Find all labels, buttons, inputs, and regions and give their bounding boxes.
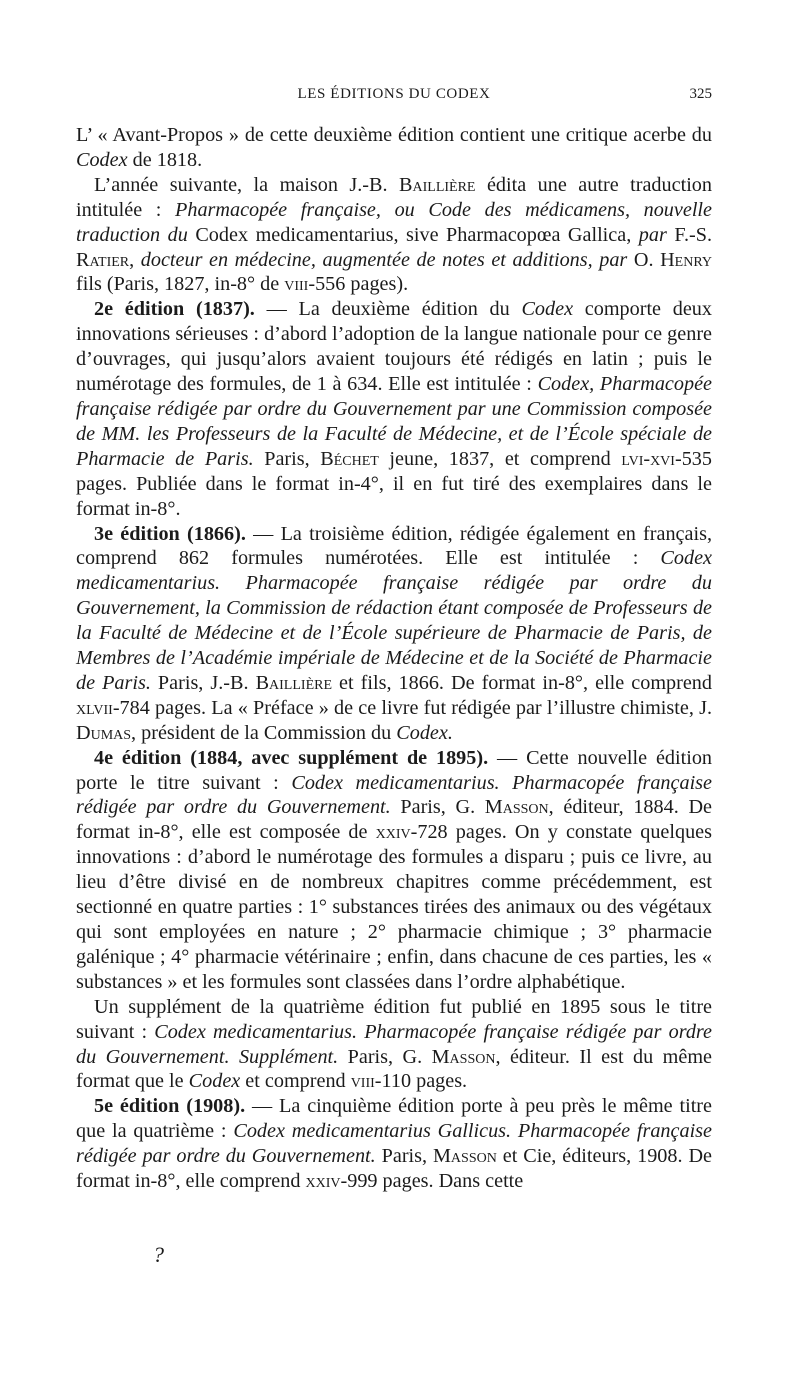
text-run: Paris, J.-B. bbox=[150, 671, 256, 694]
page-number: 325 bbox=[689, 86, 712, 102]
running-title: LES ÉDITIONS DU CODEX bbox=[297, 86, 491, 102]
text-run: et comprend bbox=[240, 1070, 351, 1093]
text-run: viii bbox=[284, 273, 309, 296]
paragraph bbox=[76, 123, 712, 173]
text-run: Ratier bbox=[76, 248, 130, 271]
text-run: Codex medicamentarius, sive Pharmacopœa Gallica, bbox=[187, 223, 639, 246]
text-run: -999 pages. Dans cette bbox=[340, 1170, 524, 1193]
text-run: Henry bbox=[660, 248, 712, 271]
text-run: Paris, bbox=[375, 1145, 433, 1168]
text-run: Codex bbox=[521, 298, 574, 321]
text-run: L’ « Avant-Propos » de cette deuxième édition contient une critique acerbe du bbox=[76, 124, 712, 146]
paragraph bbox=[76, 746, 712, 995]
paragraph bbox=[76, 1094, 712, 1194]
text-run: docteur en médecine, augmentée de notes et additions, par bbox=[140, 248, 628, 271]
text-run: viii bbox=[350, 1070, 375, 1093]
text-run: Baillière bbox=[399, 173, 476, 196]
text-run: 2e édition (1837). bbox=[94, 298, 255, 321]
text-run: F.-S. bbox=[666, 223, 712, 246]
text-run: L’année suivante, la maison J.-B. bbox=[94, 173, 400, 196]
text-run: — La deuxième édition du bbox=[254, 298, 522, 321]
text-run: 3e édition (1866). bbox=[94, 522, 246, 545]
text-run: -556 pages). bbox=[308, 273, 409, 296]
text-run: Dumas bbox=[76, 721, 132, 744]
text-run: Paris, bbox=[253, 447, 321, 470]
text-run: O. bbox=[627, 248, 661, 271]
text-run: Codex medicamentarius. Pharmacopée française rédigée par ordre du Gouvernement. bbox=[76, 771, 712, 819]
text-run: 4e édition (1884, avec supplément de 1895). bbox=[94, 746, 489, 769]
text-run: 5e édition (1908). bbox=[94, 1095, 246, 1118]
text-run: Paris, G. bbox=[390, 796, 485, 819]
paragraph bbox=[76, 173, 712, 298]
text-run: Masson bbox=[432, 1145, 497, 1168]
text-run: Un supplément de la quatrième édition fut publié en 1895 sous le titre suivant : bbox=[76, 995, 712, 1043]
text-run: , président de la Commission du bbox=[131, 721, 397, 744]
page-header bbox=[76, 86, 712, 110]
text-run: , éditeur, 1884. De format in-8°, elle est composée de bbox=[76, 796, 712, 844]
text-run: Paris, G. bbox=[338, 1045, 432, 1068]
text-run: -110 pages. bbox=[374, 1070, 468, 1093]
body-text bbox=[76, 123, 712, 1194]
text-run: comporte deux innovations sérieuses : d’abord l’adoption de la langue nationale pour ce genre d’ouvrages, qui jusqu’alors avaient toujours été rédigés en latin ; puis le numérotage des formules, de 1 à 634. Elle est intitulée : bbox=[76, 298, 712, 396]
text-run: et Cie, éditeurs, 1908. De format in-8°, elle comprend bbox=[76, 1145, 712, 1193]
text-run: , bbox=[129, 248, 141, 271]
text-run: -535 pages. Publiée dans le format in-4°, il en fut tiré des exemplaires dans le format in-8°. bbox=[76, 447, 712, 520]
paragraph bbox=[76, 297, 712, 521]
text-run: — La troisième édition, rédigée également en français, comprend 862 formules numérotées. Elle est intitulée : bbox=[76, 522, 712, 570]
text-run: Baillière bbox=[255, 671, 333, 694]
text-run: — La cinquième édition porte à peu près le même titre que la quatrième : bbox=[76, 1095, 712, 1143]
text-run: Codex medicamentarius Gallicus. Pharmacopée française rédigée par ordre du Gouvernement. bbox=[76, 1120, 712, 1168]
paragraph bbox=[76, 522, 712, 746]
text-run: lvi-xvi bbox=[621, 447, 675, 470]
text-run: Béchet bbox=[320, 447, 379, 470]
text-run: fils (Paris, 1827, in-8° de bbox=[76, 273, 285, 296]
text-run: Codex medicamentarius. Pharmacopée française rédigée par ordre du Gouvernement, la Commission de rédaction étant composée de Professeurs de la Faculté de Médecine et de l’École supérieure de Pharmacie de Paris, de Membres de l’Académie impériale de Médecine et de la Société de Pharmacie de Paris. bbox=[76, 547, 712, 694]
text-run: jeune, 1837, et comprend bbox=[378, 447, 622, 470]
text-run: et fils, 1866. De format in-8°, elle comprend bbox=[332, 671, 712, 694]
text-run: -728 pages. On y constate quelques innovations : d’abord le numérotage des formules a disparu ; puis ce livre, au lieu d’être divisé en de nombreux chapitres comme précédemment, est sectionné en quatre parties : 1° substances tirées des animaux ou des végétaux qui sont employées en nature ; 2° pharmacie chimique ; 3° pharmacie galénique ; 4° pharmacie vétérinaire ; enfin, dans chacune de ces parties, les « substances » et les formules sont classées dans l’ordre alphabétique. bbox=[76, 821, 712, 993]
text-run: Codex bbox=[76, 148, 128, 171]
paragraph bbox=[76, 995, 712, 1095]
text-run: édita une autre traduction intitulée : bbox=[76, 173, 712, 221]
text-run: Pharmacopée française, ou Code des médicamens, nouvelle traduction du bbox=[76, 198, 712, 246]
text-run: — Cette nouvelle édition porte le titre suivant : bbox=[76, 746, 713, 794]
text-run: par bbox=[638, 223, 667, 246]
text-run: xxiv bbox=[305, 1170, 341, 1193]
text-run: xlvii bbox=[76, 696, 113, 719]
text-run: Masson bbox=[431, 1045, 496, 1068]
text-run: Codex bbox=[188, 1070, 241, 1093]
text-run: Masson bbox=[484, 796, 549, 819]
text-run: -784 pages. La « Préface » de ce livre fut rédigée par l’illustre chimiste, J. bbox=[112, 696, 712, 719]
text-run: Codex. bbox=[396, 721, 453, 744]
text-run: Codex medicamentarius. Pharmacopée française rédigée par ordre du Gouvernement. Supplément. bbox=[76, 1020, 712, 1068]
text-run: , éditeur. Il est du même format que le bbox=[76, 1045, 712, 1093]
text-run: xxiv bbox=[375, 821, 411, 844]
margin-mark: ? bbox=[153, 1242, 164, 1267]
text-run: Codex, Pharmacopée française rédigée par ordre du Gouvernement par une Commission composée de MM. les Professeurs de la Faculté de Médecine, et de l’École spéciale de Pharmacie de Paris. bbox=[76, 373, 712, 470]
text-run: de 1818. bbox=[127, 148, 203, 171]
